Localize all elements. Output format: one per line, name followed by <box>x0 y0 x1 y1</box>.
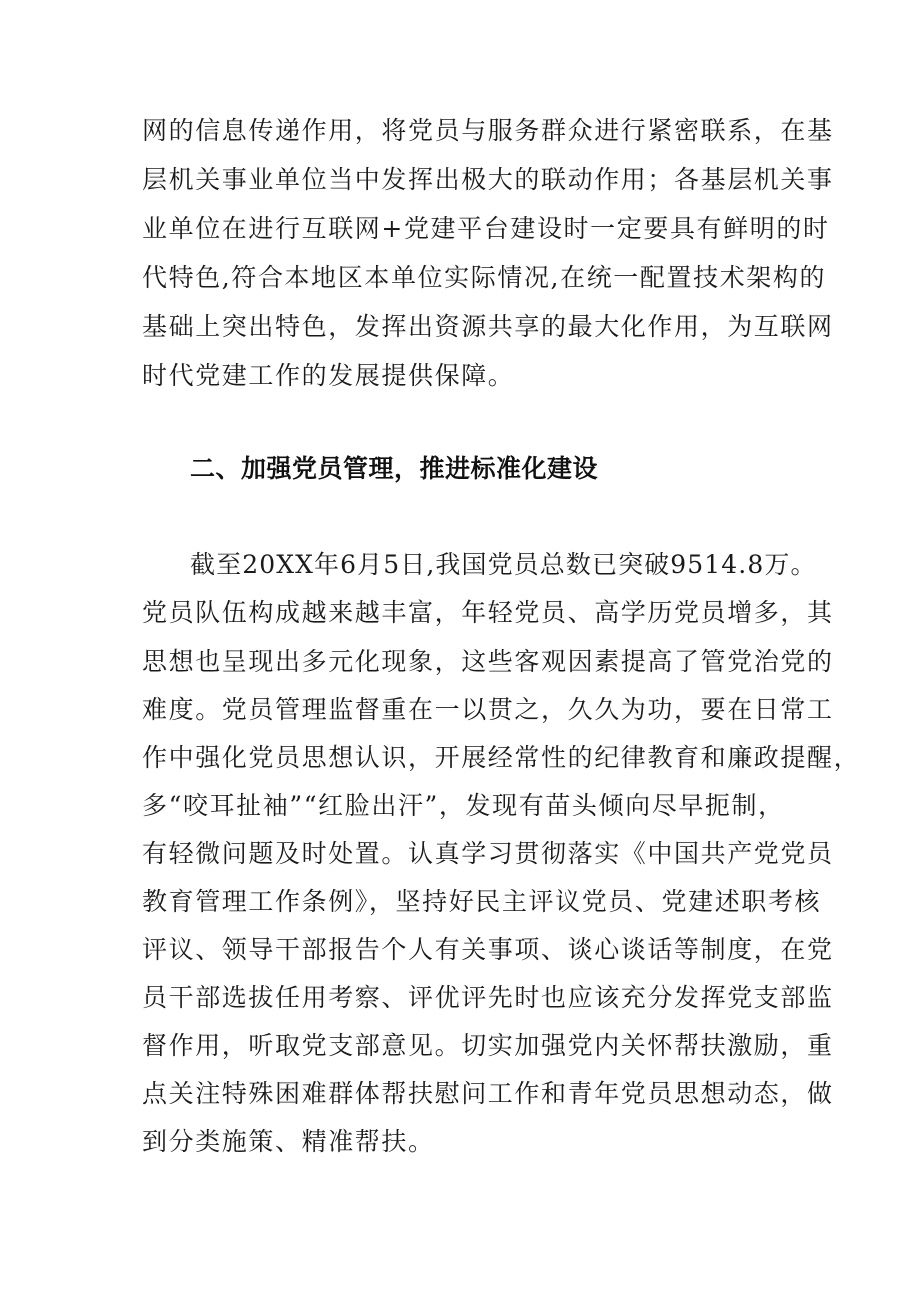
paragraph-2-line-12: 点关注特殊困难群体帮扶慰问工作和青年党员思想动态，做 <box>142 1079 834 1108</box>
paragraph-2-line-8: 教育管理工作条例》，坚持好民主评议党员、党建述职考核 <box>142 887 822 916</box>
paragraph-1-line-6: 时代党建工作的发展提供保障。 <box>142 361 515 390</box>
paragraph-2-line-11: 督作用，听取党支部意见。切实加强党内关怀帮扶激励，重 <box>142 1031 834 1060</box>
paragraph-1-line-4: 代特色,符合本地区本单位实际情况,在统一配置技术架构的 <box>142 263 827 292</box>
paragraph-2-line-7: 有轻微问题及时处置。认真学习贯彻落实《中国共产党党员 <box>142 839 834 868</box>
paragraph-2-line-6: 多“咬耳扯袖”“红脸出汗”，发现有苗头倾向尽早扼制， <box>142 791 785 820</box>
paragraph-2-line-10: 员干部选拔任用考察、评优评先时也应该充分发挥党支部监 <box>142 983 834 1012</box>
section-heading: 二、加强党员管理，推进标准化建设 <box>190 454 599 483</box>
paragraph-1-line-1: 网的信息传递作用，将党员与服务群众进行紧密联系，在基 <box>142 116 834 145</box>
paragraph-2-line-5: 作中强化党员思想认识，开展经常性的纪律教育和廉政提醒， <box>142 743 861 772</box>
paragraph-2-line-2: 党员队伍构成越来越丰富，年轻党员、高学历党员增多，其 <box>142 598 834 627</box>
paragraph-1-line-2: 层机关事业单位当中发挥出极大的联动作用；各基层机关事 <box>142 165 834 194</box>
paragraph-2-line-4: 难度。党员管理监督重在一以贯之，久久为功，要在日常工 <box>142 695 834 724</box>
paragraph-2-line-9: 评议、领导干部报告个人有关事项、谈心谈话等制度，在党 <box>142 935 834 964</box>
paragraph-1-line-3: 业单位在进行互联网+党建平台建设时一定要具有鲜明的时 <box>142 214 830 243</box>
paragraph-2-line-1: 截至20XX年6月5日,我国党员总数已突破9514.8万。 <box>190 550 817 579</box>
paragraph-2-line-13: 到分类施策、精准帮扶。 <box>142 1127 435 1156</box>
paragraph-1-line-5: 基础上突出特色，发挥出资源共享的最大化作用，为互联网 <box>142 312 834 341</box>
paragraph-2-line-3: 思想也呈现出多元化现象，这些客观因素提高了管党治党的 <box>142 647 834 676</box>
